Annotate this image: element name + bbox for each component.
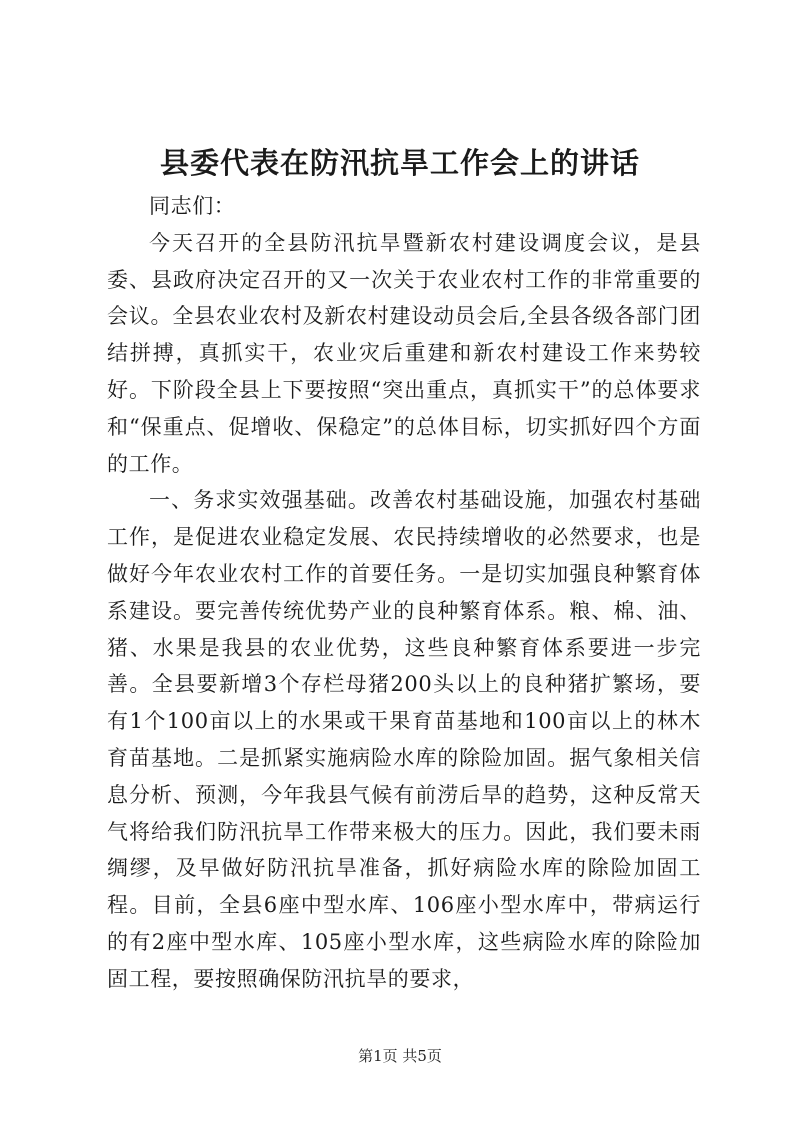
paragraph-section-one: 一、务求实效强基础。改善农村基础设施，加强农村基础工作，是促进农业稳定发展、农民持续增收的必然要求，也是做好今年农业农村工作的首要任务。一是切实加强良种繁育体系建设。要完善传统优势产业的良种繁育体系。粮、棉、油、猪、水果是我县的农业优势，这些良种繁育体系要进一步完善。全县要新增3个存栏母猪200头以上的良种猪扩繁场，要有1个100亩以上的水果或干果育苗基地和100亩以上的林木育苗基地。二是抓紧实施病险水库的除险加固。据气象相关信息分析、预测，今年我县气候有前涝后旱的趋势，这种反常天气将给我们防汛抗旱工作带来极大的压力。因此，我们要未雨绸缪，及早做好防汛抗旱准备，抓好病险水库的除险加固工程。目前，全县6座中型水库、106座小型水库中，带病运行的有2座中型水库、105座小型水库，这些病险水库的除险加固工程，要按照确保防汛抗旱的要求， [107,488,701,991]
document-title: 县委代表在防汛抗旱工作会上的讲话 [159,146,640,180]
page-number-footer: 第1页 共5页 [358,1047,442,1065]
paragraph-intro: 今天召开的全县防汛抗旱暨新农村建设调度会议，是县委、县政府决定召开的又一次关于农业农村工作的非常重要的会议。全县农业农村及新农村建设动员会后,全县各级各部门团结拼搏，真抓实干，农业灾后重建和新农村建设工作来势较好。下阶段全县上下要按照“突出重点，真抓实干”的总体要求和“保重点、促增收、保稳定”的总体目标，切实抓好四个方面的工作。 [107,230,701,476]
greeting: 同志们： [149,194,236,218]
document-body [107,188,701,998]
